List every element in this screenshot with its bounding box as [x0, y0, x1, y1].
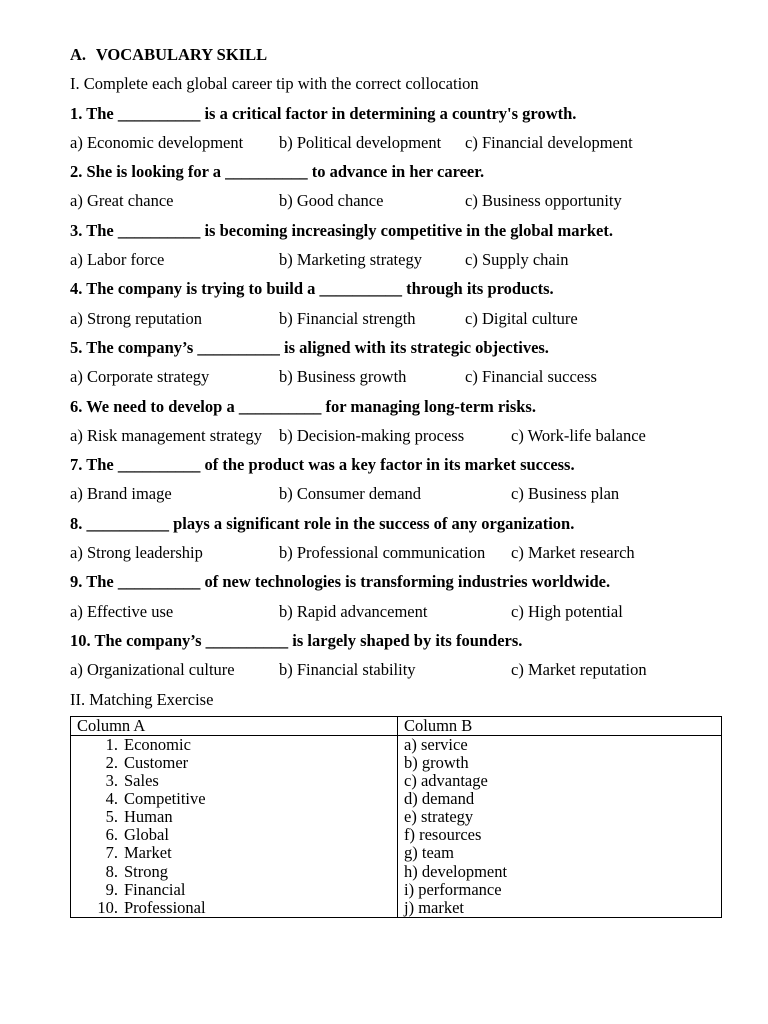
answer-option[interactable]: a) Effective use — [70, 601, 174, 621]
option-row — [70, 538, 722, 567]
column-b-item: h) development — [404, 861, 508, 881]
answer-option[interactable]: b) Good chance — [279, 191, 384, 211]
answer-option[interactable]: c) Business opportunity — [465, 191, 622, 211]
column-a-item — [77, 899, 391, 917]
part1-title: I. Complete each global career tip with the correct collocation — [70, 74, 479, 94]
matching-header-row — [71, 716, 722, 735]
column-a-list — [71, 735, 398, 917]
item-word: Economic — [124, 734, 191, 754]
item-word: Strong — [124, 861, 169, 881]
question-text: 7. The __________ of the product was a key factor in its market success. — [70, 455, 575, 475]
item-word: Competitive — [124, 789, 206, 809]
answer-option[interactable]: c) Supply chain — [465, 250, 569, 270]
column-b-item: d) demand — [404, 789, 475, 809]
column-a-header: Column A — [71, 716, 398, 735]
section-heading — [70, 40, 722, 69]
column-b-item: g) team — [404, 843, 454, 863]
column-b-item: f) resources — [404, 825, 482, 845]
column-a-item — [77, 881, 391, 899]
column-a-item — [77, 736, 391, 754]
answer-option[interactable]: b) Decision-making process — [279, 425, 465, 445]
column-a-item — [77, 754, 391, 772]
option-row — [70, 421, 722, 450]
answer-option[interactable]: b) Consumer demand — [279, 484, 422, 504]
option-row — [70, 362, 722, 391]
answer-option[interactable]: a) Risk management strategy — [70, 425, 262, 445]
item-number: 3. — [105, 771, 118, 791]
question-list — [70, 99, 722, 685]
question-text: 9. The __________ of new technologies is transforming industries worldwide. — [70, 572, 611, 592]
item-number: 7. — [105, 843, 118, 863]
item-word: Financial — [124, 879, 186, 899]
worksheet-page — [70, 40, 722, 918]
column-a-item — [77, 772, 391, 790]
option-row — [70, 597, 722, 626]
answer-option[interactable]: b) Rapid advancement — [279, 601, 428, 621]
item-word: Customer — [124, 753, 189, 773]
answer-option[interactable]: a) Organizational culture — [70, 660, 235, 680]
item-word: Professional — [124, 897, 206, 917]
column-b-item: j) market — [404, 897, 465, 917]
part2-title: II. Matching Exercise — [70, 689, 214, 709]
item-number: 4. — [105, 789, 118, 809]
column-a-item — [77, 826, 391, 844]
answer-option[interactable]: b) Financial strength — [279, 308, 416, 328]
answer-option[interactable]: a) Strong leadership — [70, 543, 203, 563]
answer-option[interactable]: a) Brand image — [70, 484, 172, 504]
answer-option[interactable]: b) Professional communication — [279, 543, 486, 563]
column-b-item: b) growth — [404, 753, 469, 773]
answer-option[interactable]: c) Digital culture — [465, 308, 578, 328]
question-text: 6. We need to develop a __________ for managing long-term risks. — [70, 396, 536, 416]
answer-option[interactable]: a) Economic development — [70, 132, 244, 152]
answer-option[interactable]: c) Financial development — [465, 132, 633, 152]
column-b-header: Column B — [398, 716, 722, 735]
question-text: 10. The company’s __________ is largely shaped by its founders. — [70, 630, 523, 650]
item-number: 10. — [97, 897, 118, 917]
answer-option[interactable]: a) Corporate strategy — [70, 367, 210, 387]
answer-option[interactable]: c) Business plan — [511, 484, 620, 504]
answer-option[interactable]: c) Market research — [511, 543, 635, 563]
column-a-item — [77, 844, 391, 862]
answer-option[interactable]: a) Strong reputation — [70, 308, 202, 328]
item-number: 1. — [105, 734, 118, 754]
section-label: A. — [70, 45, 87, 64]
answer-option[interactable]: c) Market reputation — [511, 660, 647, 680]
answer-option[interactable]: b) Financial stability — [279, 660, 416, 680]
item-word: Human — [124, 807, 173, 827]
item-number: 2. — [105, 753, 118, 773]
column-b-item: c) advantage — [404, 771, 488, 791]
column-b-item: e) strategy — [404, 807, 474, 827]
answer-option[interactable]: c) High potential — [511, 601, 623, 621]
item-word: Global — [124, 825, 169, 845]
question-text: 1. The __________ is a critical factor in determining a country's growth. — [70, 103, 577, 123]
option-row — [70, 655, 722, 684]
option-row — [70, 128, 722, 157]
column-a-item — [77, 790, 391, 808]
column-a-item — [77, 863, 391, 881]
matching-body-row — [71, 735, 722, 917]
item-number: 8. — [105, 861, 118, 881]
answer-option[interactable]: a) Great chance — [70, 191, 174, 211]
answer-option[interactable]: a) Labor force — [70, 250, 165, 270]
question-text: 5. The company’s __________ is aligned with its strategic objectives. — [70, 337, 549, 357]
column-b-list — [398, 735, 722, 917]
question-text: 4. The company is trying to build a __________ through its products. — [70, 279, 554, 299]
column-b-item: i) performance — [404, 879, 502, 899]
answer-option[interactable]: b) Marketing strategy — [279, 250, 422, 270]
matching-table — [70, 716, 722, 918]
item-number: 6. — [105, 825, 118, 845]
question-text: 2. She is looking for a __________ to advance in her career. — [70, 162, 485, 182]
question-text: 3. The __________ is becoming increasingly competitive in the global market. — [70, 220, 613, 240]
answer-option[interactable]: c) Financial success — [465, 367, 597, 387]
option-row — [70, 245, 722, 274]
answer-option[interactable]: b) Business growth — [279, 367, 407, 387]
option-row — [70, 304, 722, 333]
item-number: 9. — [105, 879, 118, 899]
option-row — [70, 479, 722, 508]
answer-option[interactable]: b) Political development — [279, 132, 442, 152]
item-number: 5. — [105, 807, 118, 827]
option-row — [70, 186, 722, 215]
section-title: VOCABULARY SKILL — [95, 45, 268, 64]
column-b-item: a) service — [404, 734, 468, 754]
column-a-item — [77, 808, 391, 826]
item-word: Market — [124, 843, 172, 863]
question-text: 8. __________ plays a significant role in the success of any organization. — [70, 513, 575, 533]
answer-option[interactable]: c) Work-life balance — [511, 425, 646, 445]
item-word: Sales — [124, 771, 159, 791]
